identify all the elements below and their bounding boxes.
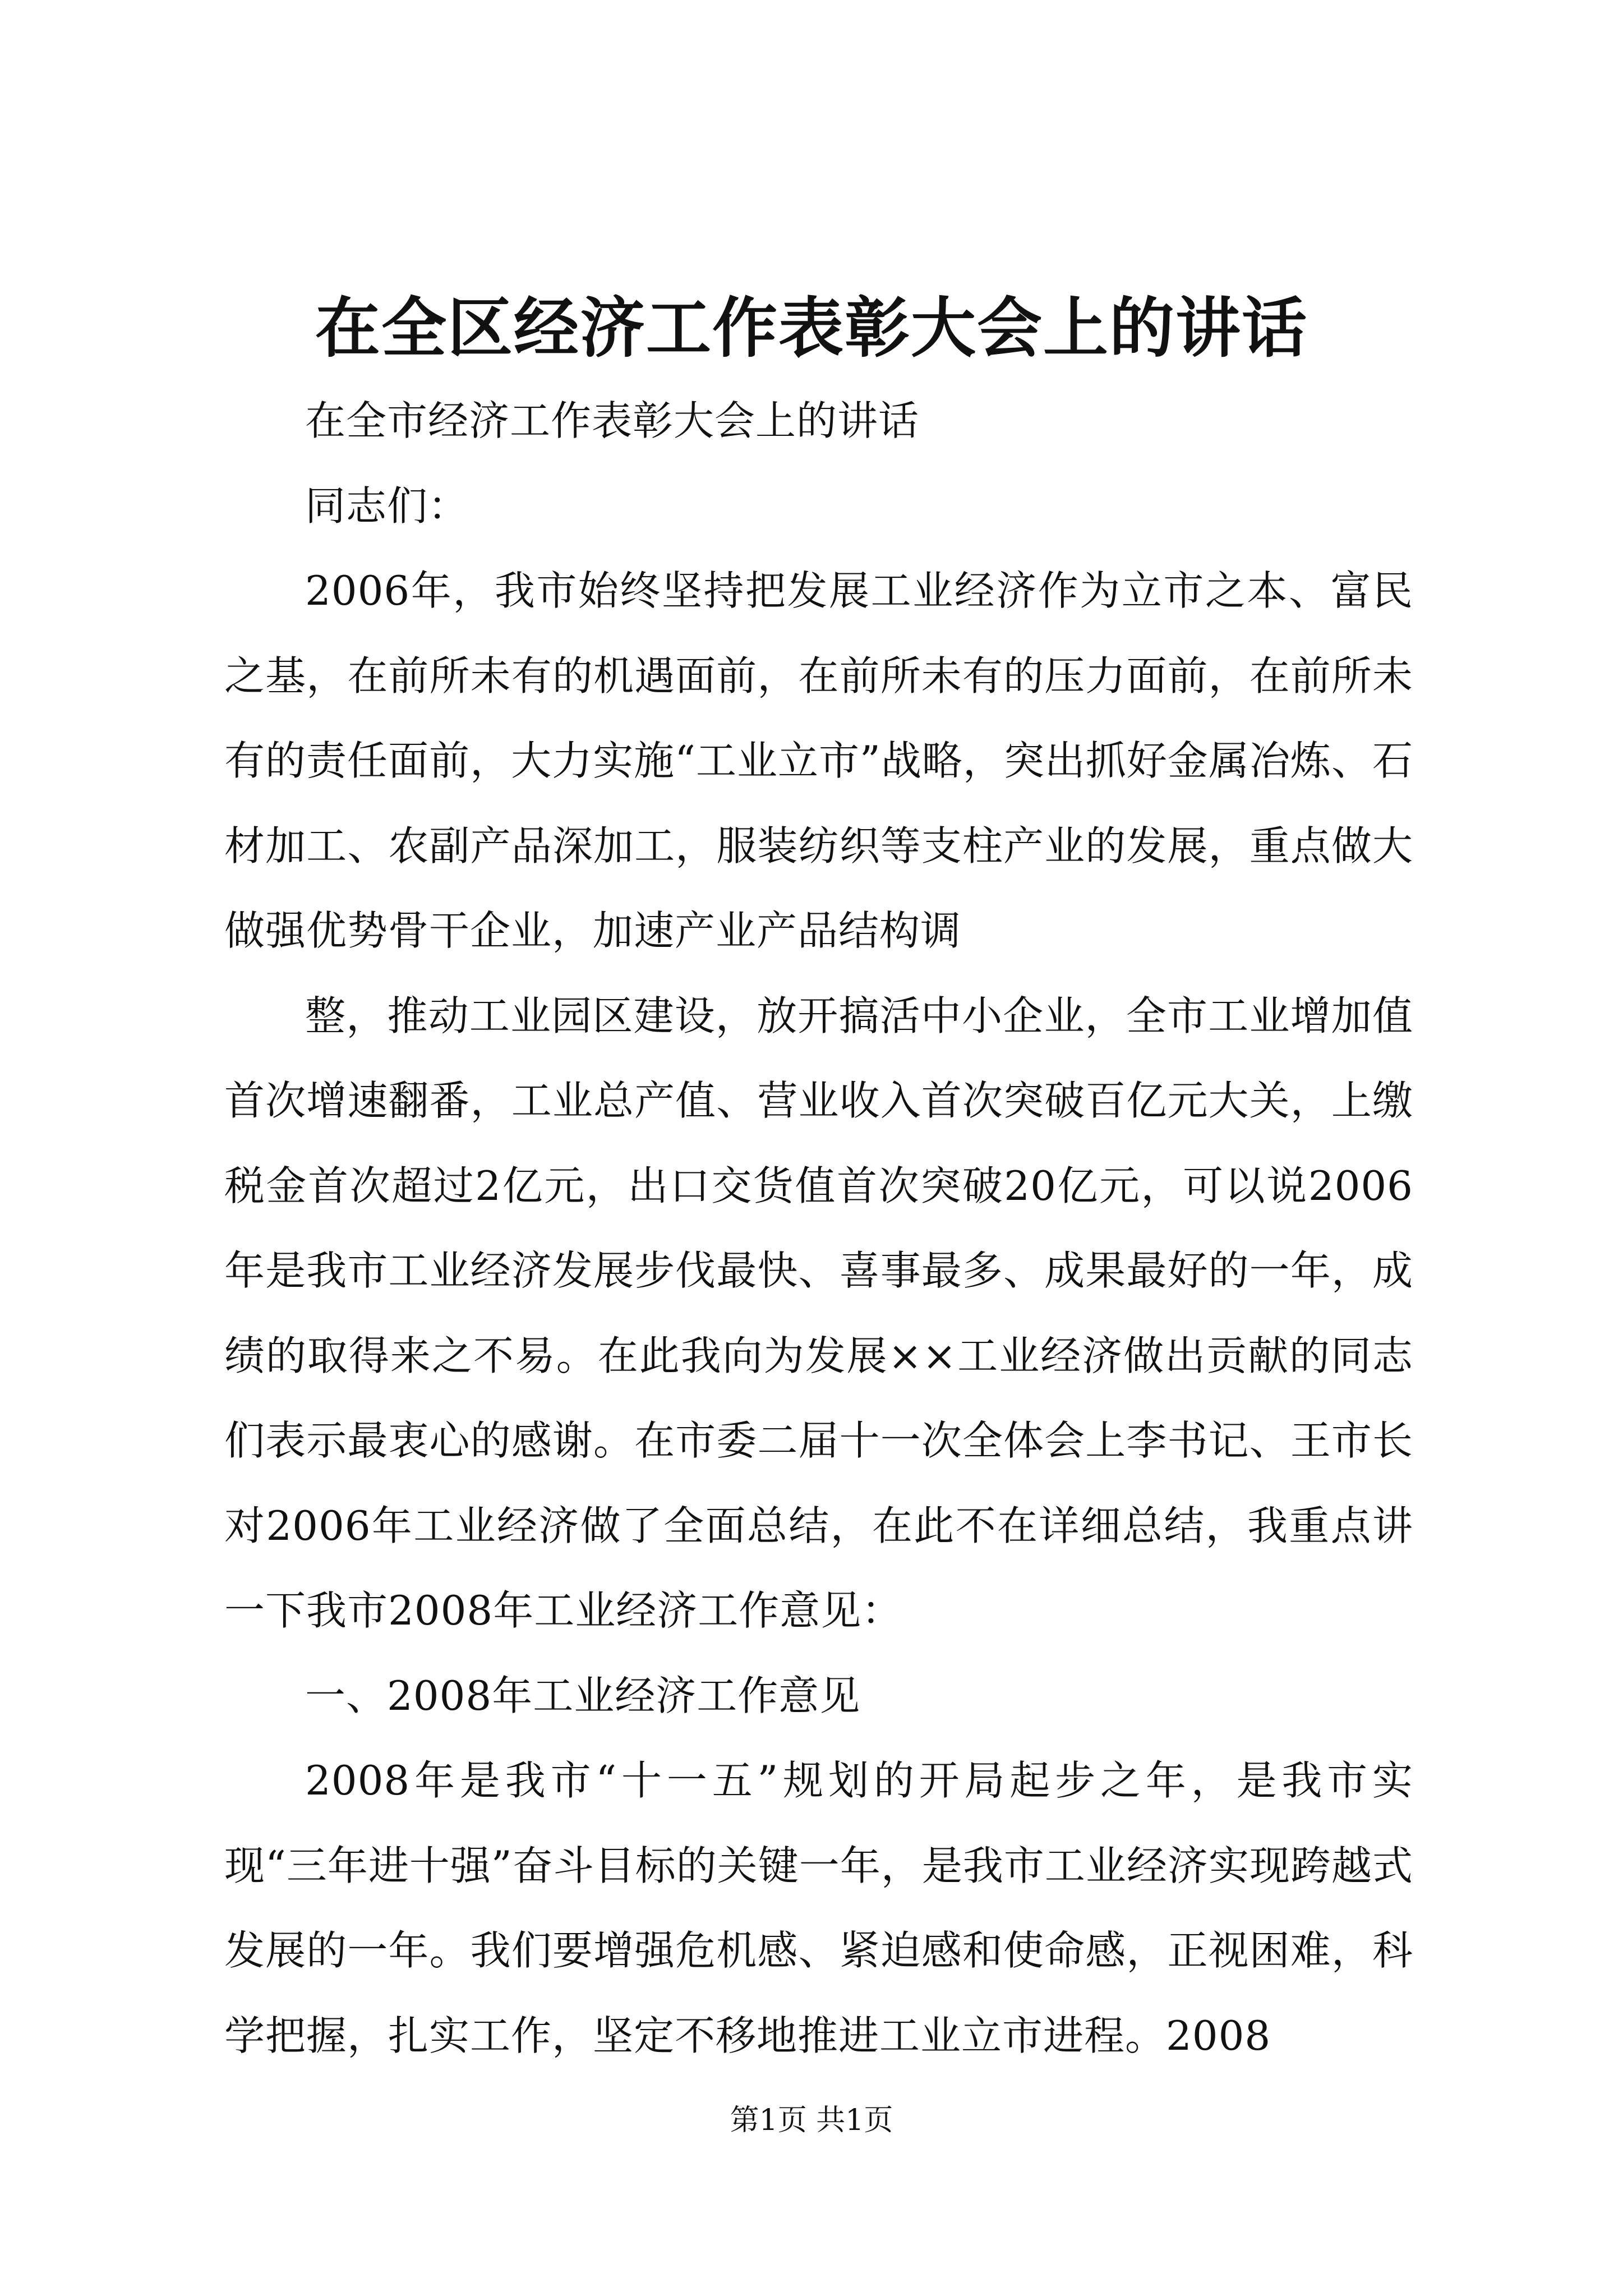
body-paragraph: 2006年，我市始终坚持把发展工业经济作为立市之本、富民之基，在前所未有的机遇面前，在前所未有的压力面前，在前所未有的责任面前，大力实施“工业立市”战略，突出抓好金属冶炼、石材加工、农副产品深加工，服装纺织等支柱产业的发展，重点做大做强优势骨干企业，加速产业产品结构调 <box>224 567 1413 954</box>
document-title: 在全区经济工作表彰大会上的讲话 <box>315 290 1308 366</box>
subtitle-paragraph: 在全市经济工作表彰大会上的讲话 <box>305 397 920 444</box>
body-paragraph: 整，推动工业园区建设，放开搞活中小企业，全市工业增加值首次增速翻番，工业总产值、营业收入首次突破百亿元大关，上缴税金首次超过2亿元，出口交货值首次突破20亿元，可以说2006年是我市工业经济发展步伐最快、喜事最多、成果最好的一年，成绩的取得来之不易。在此我向为发展××工业经济做出贡献的同志们表示最衷心的感谢。在市委二届十一次全体会上李书记、王市长对2006年工业经济做了全面总结，在此不在详细总结，我重点讲一下我市2008年工业经济工作意见： <box>224 992 1413 1634</box>
page-footer: 第1页 共1页 <box>730 2104 893 2137</box>
section-heading: 一、2008年工业经济工作意见 <box>305 1672 861 1719</box>
salutation-paragraph: 同志们： <box>305 482 469 530</box>
document-body <box>224 379 1413 2078</box>
body-paragraph: 2008年是我市“十一五”规划的开局起步之年，是我市实现“三年进十强”奋斗目标的关键一年，是我市工业经济实现跨越式发展的一年。我们要增强危机感、紧迫感和使命感，正视困难，科学把握，扎实工作，坚定不移地推进工业立市进程。2008 <box>224 1757 1413 2059</box>
